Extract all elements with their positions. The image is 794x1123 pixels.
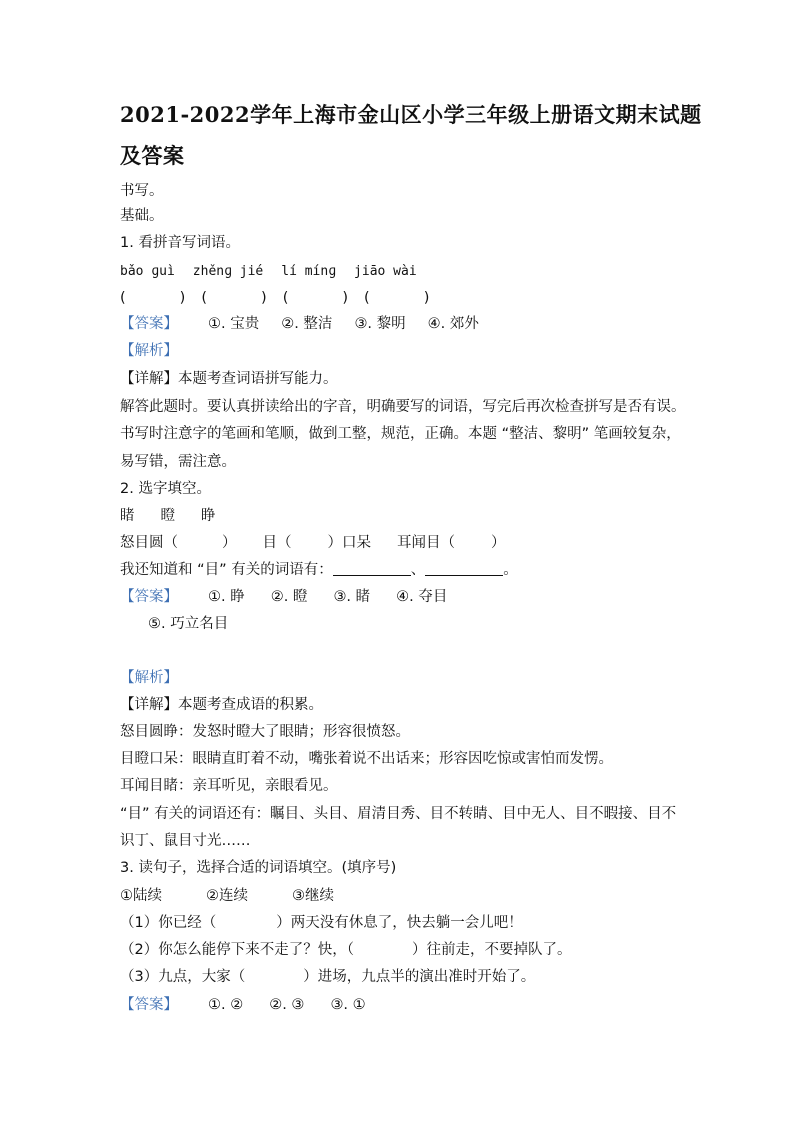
q1-para3: 易写错，需注意。 bbox=[120, 454, 236, 470]
q2-char-options bbox=[120, 506, 216, 526]
q2-analysis-tag: 【解析】 bbox=[120, 670, 178, 686]
q1-paren-open-1: ( bbox=[120, 290, 126, 306]
q2-explain-2: 目瞪口呆：眼睛直盯着不动，嘴张着说不出话来；形容因吃惊或害怕而发愣。 bbox=[120, 751, 613, 767]
q3-question: 3. 读句子，选择合适的词语填空。(填序号) bbox=[120, 860, 397, 876]
q2-question: 2. 选字填空。 bbox=[120, 481, 211, 497]
q1-detail-text: 本题考查词语拼写能力。 bbox=[178, 371, 338, 387]
q2-fill-row bbox=[120, 533, 506, 553]
q3-sentence-2-start: （2）你怎么能停下来不走了？快，（ bbox=[120, 942, 354, 958]
q2-extra-end: 。 bbox=[503, 562, 518, 578]
q1-pinyin-row bbox=[120, 262, 417, 282]
q2-answer-4: ④. 夺目 bbox=[396, 589, 448, 605]
q2-char-2: 瞪 bbox=[160, 508, 175, 524]
q1-paren-close-1: ) bbox=[179, 290, 186, 306]
q2-char-3: 睁 bbox=[201, 508, 216, 524]
q3-options bbox=[120, 886, 334, 906]
q1-answer-2: ②. 整洁 bbox=[281, 316, 333, 332]
q2-extra-sep: 、 bbox=[410, 562, 426, 578]
q2-extra-prompt: 我还知道和 “目” 有关的词语有： bbox=[120, 562, 333, 578]
q1-paren-open-2: ( bbox=[201, 290, 208, 306]
q1-detail-tag: 【详解】 bbox=[120, 371, 178, 387]
q2-explain-4: “目” 有关的词语还有：瞩目、头目、眉清目秀、目不转睛、目中无人、目不暇接、目不 bbox=[120, 806, 677, 822]
q2-item3: 耳闻目（ bbox=[397, 535, 455, 551]
q2-char-1: 睹 bbox=[120, 508, 135, 524]
q2-item1-end: ） bbox=[222, 535, 237, 551]
q1-answer-row bbox=[120, 314, 479, 334]
q1-para2: 书写时注意字的笔画和笔顺，做到工整，规范，正确。本题 “整洁、黎明” 笔画较复杂， bbox=[120, 426, 681, 442]
q2-item3-end: ） bbox=[491, 535, 506, 551]
q2-explain-5: 识丁、鼠目寸光…… bbox=[120, 833, 251, 849]
q1-blank-row bbox=[120, 288, 429, 308]
q3-sentence-1 bbox=[120, 913, 523, 933]
q3-sentence-3-end: ）进场，九点半的演出准时开始了。 bbox=[303, 969, 536, 985]
q3-answer-tag: 【答案】 bbox=[120, 997, 178, 1013]
q1-pinyin-4: jiāo wài bbox=[354, 264, 417, 279]
section-basic: 基础。 bbox=[120, 208, 164, 224]
q2-blank-1 bbox=[333, 561, 411, 576]
q1-para1: 解答此题时。要认真拼读给出的字音，明确要写的词语，写完后再次检查拼写是否有误。 bbox=[120, 399, 686, 415]
q1-analysis-tag: 【解析】 bbox=[120, 343, 178, 359]
q2-answer-1: ①. 睁 bbox=[208, 589, 245, 605]
q1-answer-tag: 【答案】 bbox=[120, 316, 178, 332]
q2-answer-2: ②. 瞪 bbox=[270, 589, 308, 605]
q3-option-1: ①陆续 bbox=[120, 888, 162, 904]
q3-sentence-2-end: ）往前走，不要掉队了。 bbox=[411, 942, 572, 958]
q1-pinyin-3: lí mínɡ bbox=[281, 264, 337, 279]
q1-detail-row bbox=[120, 369, 338, 389]
q3-option-3: ③继续 bbox=[292, 888, 334, 904]
q2-item2-end: ）口呆 bbox=[327, 535, 371, 551]
q2-item1: 怒目圆（ bbox=[120, 535, 178, 551]
q3-answer-1: ①. ② bbox=[208, 997, 244, 1013]
q1-answer-4: ④. 郊外 bbox=[427, 316, 479, 332]
section-writing: 书写。 bbox=[120, 183, 164, 199]
q3-option-2: ②连续 bbox=[206, 888, 248, 904]
document-title-line1: 2021-2022学年上海市金山区小学三年级上册语文期末试题 bbox=[120, 102, 702, 127]
q2-detail-text: 本题考查成语的积累。 bbox=[178, 697, 323, 713]
q3-answer-2: ②. ③ bbox=[269, 997, 305, 1013]
q1-paren-open-3: ( bbox=[282, 290, 289, 306]
q3-answer-3: ③. ① bbox=[330, 997, 366, 1013]
q1-paren-close-3: ) bbox=[342, 290, 349, 306]
q2-detail-row bbox=[120, 695, 323, 715]
q3-sentence-1-start: （1）你已经（ bbox=[120, 915, 217, 931]
q2-answer-row bbox=[120, 587, 447, 607]
q2-answer-5: ⑤. 巧立名目 bbox=[148, 616, 229, 632]
q3-sentence-2 bbox=[120, 940, 571, 960]
q1-paren-close-2: ) bbox=[261, 290, 267, 306]
q1-question: 1. 看拼音写词语。 bbox=[120, 235, 240, 251]
q3-answer-row bbox=[120, 995, 366, 1015]
q2-extra-row bbox=[120, 560, 518, 580]
q2-detail-tag: 【详解】 bbox=[120, 697, 178, 713]
q2-item2: 目（ bbox=[262, 535, 292, 551]
q2-explain-1: 怒目圆睁：发怒时瞪大了眼睛；形容很愤怒。 bbox=[120, 724, 410, 740]
document-title-line2: 及答案 bbox=[120, 143, 185, 168]
q2-answer-3: ③. 睹 bbox=[333, 589, 371, 605]
q2-explain-3: 耳闻目睹：亲耳听见，亲眼看见。 bbox=[120, 778, 338, 794]
q1-answer-3: ③. 黎明 bbox=[354, 316, 406, 332]
q1-paren-open-4: ( bbox=[364, 290, 370, 306]
q2-answer-tag: 【答案】 bbox=[120, 589, 178, 605]
q3-sentence-3 bbox=[120, 967, 535, 987]
q3-sentence-3-start: （3）九点，大家（ bbox=[120, 969, 246, 985]
q3-sentence-1-end: ）两天没有休息了，快去躺一会儿吧！ bbox=[276, 915, 523, 931]
q1-pinyin-1: bǎo ɡuì bbox=[120, 264, 175, 279]
q1-answer-1: ①. 宝贵 bbox=[208, 316, 260, 332]
q1-pinyin-2: zhěnɡ jié bbox=[192, 264, 264, 279]
q2-blank-2 bbox=[425, 561, 503, 576]
q1-paren-close-4: ) bbox=[423, 290, 430, 306]
